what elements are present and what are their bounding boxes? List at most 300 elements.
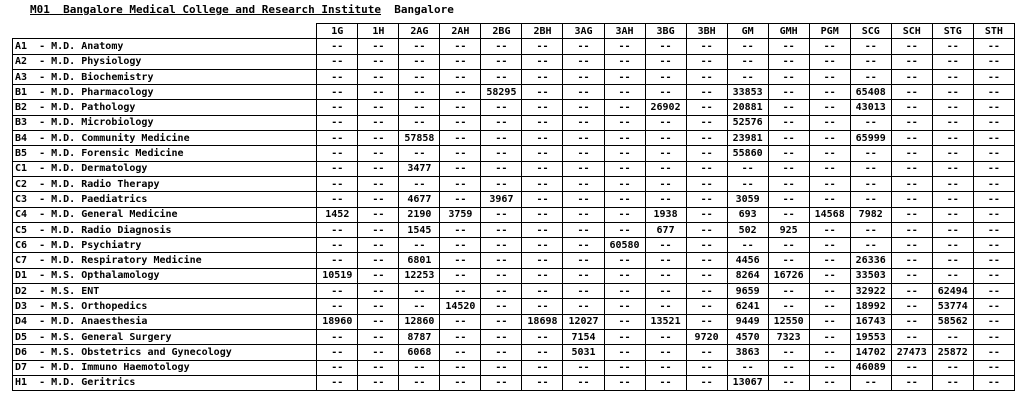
rank-cell: -- — [973, 115, 1014, 130]
rank-cell: -- — [973, 329, 1014, 344]
rank-cell: -- — [645, 299, 686, 314]
rank-cell: -- — [891, 115, 932, 130]
rank-cell: -- — [686, 360, 727, 375]
rank-cell: 52576 — [727, 115, 768, 130]
rank-cell: -- — [768, 375, 809, 390]
rank-cell: -- — [399, 39, 440, 54]
rank-cell: 2190 — [399, 207, 440, 222]
rank-cell: 25872 — [932, 345, 973, 360]
rank-cell: -- — [809, 268, 850, 283]
table-row — [13, 146, 1015, 161]
rank-cell: -- — [522, 238, 563, 253]
rank-cell: -- — [973, 253, 1014, 268]
rank-cell: -- — [727, 360, 768, 375]
rank-cell: -- — [932, 85, 973, 100]
rank-cell: -- — [440, 222, 481, 237]
rank-cell: 10519 — [317, 268, 358, 283]
column-header: 1G — [317, 24, 358, 39]
course-label: B1 - M.D. Pharmacology — [13, 85, 317, 100]
rank-cell: -- — [563, 85, 604, 100]
rank-cell: -- — [440, 238, 481, 253]
column-header: SCG — [850, 24, 891, 39]
rank-cell: -- — [440, 69, 481, 84]
rank-cell: -- — [645, 85, 686, 100]
rank-cell: -- — [891, 176, 932, 191]
rank-cell: -- — [481, 115, 522, 130]
rank-cell: -- — [563, 69, 604, 84]
course-label: D5 - M.S. General Surgery — [13, 329, 317, 344]
rank-cell: -- — [768, 161, 809, 176]
course-label: D3 - M.S. Orthopedics — [13, 299, 317, 314]
rank-cell: -- — [481, 100, 522, 115]
rank-cell: 20881 — [727, 100, 768, 115]
college-name: Bangalore Medical College and Research Institute — [63, 3, 382, 16]
rank-cell: -- — [522, 299, 563, 314]
rank-cell: -- — [399, 238, 440, 253]
rank-cell: -- — [604, 115, 645, 130]
course-label: D4 - M.D. Anaesthesia — [13, 314, 317, 329]
rank-cell: 58562 — [932, 314, 973, 329]
rank-cell: -- — [399, 360, 440, 375]
rank-cell: -- — [399, 284, 440, 299]
table-row — [13, 314, 1015, 329]
rank-cell: -- — [768, 176, 809, 191]
rank-cell: -- — [891, 314, 932, 329]
rank-cell: -- — [317, 146, 358, 161]
rank-cell: -- — [358, 69, 399, 84]
rank-cell: -- — [317, 85, 358, 100]
rank-cell: -- — [358, 284, 399, 299]
column-header: SCH — [891, 24, 932, 39]
rank-cell: -- — [440, 284, 481, 299]
rank-cell: -- — [358, 161, 399, 176]
rank-cell: -- — [686, 161, 727, 176]
rank-cell: -- — [358, 100, 399, 115]
rank-cell: -- — [440, 345, 481, 360]
rank-cell: -- — [604, 69, 645, 84]
rank-cell: -- — [686, 176, 727, 191]
rank-cell: -- — [481, 69, 522, 84]
rank-cell: 1938 — [645, 207, 686, 222]
rank-cell: -- — [686, 222, 727, 237]
rank-cell: -- — [563, 253, 604, 268]
rank-cell: -- — [891, 253, 932, 268]
course-label: B3 - M.D. Microbiology — [13, 115, 317, 130]
rank-cell: 26336 — [850, 253, 891, 268]
rank-cell: -- — [481, 222, 522, 237]
rank-cell: -- — [522, 161, 563, 176]
rank-cell: -- — [440, 115, 481, 130]
rank-cell: -- — [932, 146, 973, 161]
rank-cell: -- — [850, 238, 891, 253]
rank-cell: -- — [522, 284, 563, 299]
column-header: 2AH — [440, 24, 481, 39]
rank-cell: -- — [809, 345, 850, 360]
rank-cell: -- — [686, 69, 727, 84]
table-row — [13, 39, 1015, 54]
rank-cell: 1452 — [317, 207, 358, 222]
rank-cell: -- — [604, 268, 645, 283]
rank-cell: -- — [645, 161, 686, 176]
rank-cell: 4570 — [727, 329, 768, 344]
rank-cell: -- — [522, 100, 563, 115]
rank-cell: -- — [358, 85, 399, 100]
rank-cell: -- — [850, 192, 891, 207]
rank-cell: -- — [891, 100, 932, 115]
table-row — [13, 131, 1015, 146]
rank-cell: -- — [604, 161, 645, 176]
rank-cell: -- — [768, 85, 809, 100]
course-label: C7 - M.D. Respiratory Medicine — [13, 253, 317, 268]
rank-cell: -- — [727, 176, 768, 191]
rank-cell: -- — [522, 85, 563, 100]
cutoff-table — [12, 23, 1015, 391]
rank-cell: -- — [809, 100, 850, 115]
rank-cell: -- — [481, 268, 522, 283]
rank-cell: 58295 — [481, 85, 522, 100]
column-header: GMH — [768, 24, 809, 39]
course-label: C1 - M.D. Dermatology — [13, 161, 317, 176]
rank-cell: -- — [399, 375, 440, 390]
rank-cell: -- — [768, 69, 809, 84]
rank-cell: -- — [727, 238, 768, 253]
course-label: B4 - M.D. Community Medicine — [13, 131, 317, 146]
rank-cell: -- — [604, 146, 645, 161]
rank-cell: -- — [932, 39, 973, 54]
rank-cell: -- — [481, 299, 522, 314]
rank-cell: 12253 — [399, 268, 440, 283]
rank-cell: -- — [358, 131, 399, 146]
rank-cell: -- — [645, 146, 686, 161]
rank-cell: -- — [768, 131, 809, 146]
rank-cell: -- — [645, 268, 686, 283]
rank-cell: -- — [686, 146, 727, 161]
rank-cell: -- — [481, 360, 522, 375]
rank-cell: 14568 — [809, 207, 850, 222]
rank-cell: -- — [809, 69, 850, 84]
rank-cell: -- — [809, 39, 850, 54]
rank-cell: 55860 — [727, 146, 768, 161]
rank-cell: -- — [440, 39, 481, 54]
rank-cell: -- — [686, 253, 727, 268]
rank-cell: -- — [604, 176, 645, 191]
rank-cell: -- — [932, 176, 973, 191]
rank-cell: 8787 — [399, 329, 440, 344]
rank-cell: -- — [604, 207, 645, 222]
rank-cell: -- — [686, 268, 727, 283]
rank-cell: -- — [604, 329, 645, 344]
course-label: D2 - M.S. ENT — [13, 284, 317, 299]
rank-cell: -- — [768, 360, 809, 375]
rank-cell: -- — [850, 375, 891, 390]
rank-cell: 14702 — [850, 345, 891, 360]
rank-cell: -- — [727, 54, 768, 69]
rank-cell: -- — [686, 131, 727, 146]
rank-cell: -- — [358, 360, 399, 375]
rank-cell: -- — [891, 161, 932, 176]
rank-cell: -- — [768, 207, 809, 222]
rank-cell: 65408 — [850, 85, 891, 100]
rank-cell: -- — [809, 161, 850, 176]
table-row — [13, 360, 1015, 375]
rank-cell: -- — [973, 222, 1014, 237]
rank-cell: -- — [522, 253, 563, 268]
rank-cell: -- — [809, 299, 850, 314]
rank-cell: -- — [440, 253, 481, 268]
rank-cell: -- — [440, 375, 481, 390]
rank-cell: 46089 — [850, 360, 891, 375]
column-header: 3AH — [604, 24, 645, 39]
column-header: 3AG — [563, 24, 604, 39]
rank-cell: 502 — [727, 222, 768, 237]
table-row — [13, 329, 1015, 344]
rank-cell: 23981 — [727, 131, 768, 146]
rank-cell: -- — [727, 69, 768, 84]
column-header-row — [13, 24, 1015, 39]
rank-cell: -- — [481, 131, 522, 146]
rank-cell: -- — [481, 314, 522, 329]
rank-cell: -- — [768, 100, 809, 115]
column-header: 1H — [358, 24, 399, 39]
rank-cell: -- — [481, 375, 522, 390]
rank-cell: -- — [317, 131, 358, 146]
rank-cell: 43013 — [850, 100, 891, 115]
rank-cell: -- — [645, 131, 686, 146]
rank-cell: -- — [563, 146, 604, 161]
rank-cell: -- — [358, 329, 399, 344]
rank-cell: -- — [809, 360, 850, 375]
rank-cell: -- — [563, 284, 604, 299]
rank-cell: -- — [358, 268, 399, 283]
table-row — [13, 222, 1015, 237]
rank-cell: -- — [891, 54, 932, 69]
rank-cell: -- — [317, 161, 358, 176]
course-label: B5 - M.D. Forensic Medicine — [13, 146, 317, 161]
rank-cell: -- — [891, 222, 932, 237]
column-header: 2AG — [399, 24, 440, 39]
rank-cell: -- — [604, 192, 645, 207]
rank-cell: -- — [563, 238, 604, 253]
rank-cell: -- — [645, 360, 686, 375]
rank-cell: -- — [973, 54, 1014, 69]
table-row — [13, 284, 1015, 299]
rank-cell: -- — [768, 284, 809, 299]
rank-cell: -- — [850, 69, 891, 84]
rank-cell: -- — [973, 299, 1014, 314]
rank-cell: -- — [809, 146, 850, 161]
rank-cell: -- — [317, 238, 358, 253]
rank-cell: -- — [481, 146, 522, 161]
rank-cell: -- — [891, 146, 932, 161]
rank-cell: -- — [932, 192, 973, 207]
rank-cell: -- — [891, 85, 932, 100]
rank-cell: -- — [932, 253, 973, 268]
rank-cell: -- — [973, 238, 1014, 253]
rank-cell: -- — [522, 345, 563, 360]
rank-cell: -- — [399, 85, 440, 100]
rank-cell: 1545 — [399, 222, 440, 237]
table-row — [13, 115, 1015, 130]
column-header: 3BH — [686, 24, 727, 39]
rank-cell: -- — [932, 54, 973, 69]
table-row — [13, 161, 1015, 176]
rank-cell: -- — [768, 299, 809, 314]
rank-cell: -- — [891, 299, 932, 314]
rank-cell: 3477 — [399, 161, 440, 176]
rank-cell: 3059 — [727, 192, 768, 207]
rank-cell: -- — [604, 299, 645, 314]
rank-cell: -- — [563, 268, 604, 283]
rank-cell: -- — [563, 360, 604, 375]
rank-cell: 6068 — [399, 345, 440, 360]
rank-cell: -- — [686, 85, 727, 100]
rank-cell: -- — [604, 360, 645, 375]
rank-cell: 693 — [727, 207, 768, 222]
table-row — [13, 176, 1015, 191]
rank-cell: -- — [481, 345, 522, 360]
rank-cell: -- — [645, 176, 686, 191]
rank-cell: -- — [481, 39, 522, 54]
rank-cell: -- — [973, 284, 1014, 299]
rank-cell: -- — [932, 375, 973, 390]
rank-cell: -- — [358, 54, 399, 69]
rank-cell: -- — [932, 69, 973, 84]
rank-cell: -- — [358, 345, 399, 360]
rank-cell: -- — [481, 207, 522, 222]
rank-cell: -- — [440, 161, 481, 176]
rank-cell: -- — [317, 222, 358, 237]
rank-cell: -- — [932, 100, 973, 115]
rank-cell: -- — [563, 192, 604, 207]
column-header: STG — [932, 24, 973, 39]
rank-cell: -- — [973, 207, 1014, 222]
rank-cell: 12550 — [768, 314, 809, 329]
rank-cell: -- — [604, 39, 645, 54]
rank-cell: -- — [317, 253, 358, 268]
rank-cell: -- — [932, 222, 973, 237]
rank-cell: -- — [686, 39, 727, 54]
rank-cell: 6241 — [727, 299, 768, 314]
course-label: A1 - M.D. Anatomy — [13, 39, 317, 54]
course-label: H1 - M.D. Geritrics — [13, 375, 317, 390]
rank-cell: -- — [440, 268, 481, 283]
rank-cell: -- — [563, 299, 604, 314]
rank-cell: -- — [768, 39, 809, 54]
rank-cell: 6801 — [399, 253, 440, 268]
rank-cell: -- — [563, 375, 604, 390]
rank-cell: -- — [358, 176, 399, 191]
rank-cell: -- — [358, 253, 399, 268]
rank-cell: -- — [399, 69, 440, 84]
table-row — [13, 345, 1015, 360]
rank-cell: -- — [686, 299, 727, 314]
rank-cell: -- — [809, 375, 850, 390]
rank-cell: -- — [973, 268, 1014, 283]
rank-cell: -- — [399, 115, 440, 130]
rank-cell: -- — [563, 207, 604, 222]
course-label: C3 - M.D. Paediatrics — [13, 192, 317, 207]
rank-cell: -- — [440, 54, 481, 69]
rank-cell: -- — [932, 115, 973, 130]
rank-cell: -- — [399, 146, 440, 161]
rank-cell: -- — [891, 207, 932, 222]
rank-cell: -- — [522, 207, 563, 222]
rank-cell: -- — [317, 375, 358, 390]
rank-cell: -- — [358, 146, 399, 161]
rank-cell: -- — [809, 131, 850, 146]
table-row — [13, 207, 1015, 222]
rank-cell: -- — [358, 238, 399, 253]
rank-cell: -- — [932, 131, 973, 146]
rank-cell: -- — [645, 253, 686, 268]
column-header: 2BG — [481, 24, 522, 39]
table-row — [13, 85, 1015, 100]
rank-cell: 9720 — [686, 329, 727, 344]
rank-cell: -- — [440, 176, 481, 191]
rank-cell: 32922 — [850, 284, 891, 299]
rank-cell: 62494 — [932, 284, 973, 299]
rank-cell: -- — [440, 146, 481, 161]
rank-cell: -- — [317, 69, 358, 84]
rank-cell: -- — [522, 192, 563, 207]
rank-cell: -- — [522, 375, 563, 390]
rank-cell: -- — [358, 207, 399, 222]
rank-cell: -- — [563, 100, 604, 115]
rank-cell: -- — [932, 268, 973, 283]
column-header: 2BH — [522, 24, 563, 39]
rank-cell: -- — [522, 69, 563, 84]
college-city: Bangalore — [394, 3, 454, 16]
rank-cell: -- — [973, 345, 1014, 360]
rank-cell: -- — [768, 253, 809, 268]
rank-cell: -- — [850, 176, 891, 191]
rank-cell: -- — [563, 54, 604, 69]
rank-cell: -- — [604, 375, 645, 390]
rank-cell: -- — [604, 222, 645, 237]
rank-cell: 16726 — [768, 268, 809, 283]
rank-cell: -- — [317, 176, 358, 191]
rank-cell: -- — [973, 39, 1014, 54]
rank-cell: -- — [891, 268, 932, 283]
rank-cell: -- — [891, 39, 932, 54]
corner-cell — [13, 24, 317, 39]
rank-cell: -- — [973, 375, 1014, 390]
column-header: STH — [973, 24, 1014, 39]
rank-cell: -- — [973, 192, 1014, 207]
rank-cell: -- — [809, 192, 850, 207]
rank-cell: -- — [358, 375, 399, 390]
rank-cell: -- — [604, 253, 645, 268]
rank-cell: -- — [522, 329, 563, 344]
rank-cell: -- — [481, 329, 522, 344]
rank-cell: -- — [686, 345, 727, 360]
rank-cell: -- — [522, 268, 563, 283]
rank-cell: -- — [645, 329, 686, 344]
rank-cell: -- — [317, 329, 358, 344]
rank-cell: -- — [522, 146, 563, 161]
rank-cell: -- — [522, 39, 563, 54]
rank-cell: 3863 — [727, 345, 768, 360]
rank-cell: -- — [645, 238, 686, 253]
rank-cell: -- — [645, 192, 686, 207]
rank-cell: -- — [891, 69, 932, 84]
rank-cell: -- — [481, 161, 522, 176]
rank-cell: -- — [399, 299, 440, 314]
rank-cell: 9659 — [727, 284, 768, 299]
rank-cell: -- — [973, 176, 1014, 191]
rank-cell: 53774 — [932, 299, 973, 314]
college-code: M01 — [30, 3, 50, 16]
